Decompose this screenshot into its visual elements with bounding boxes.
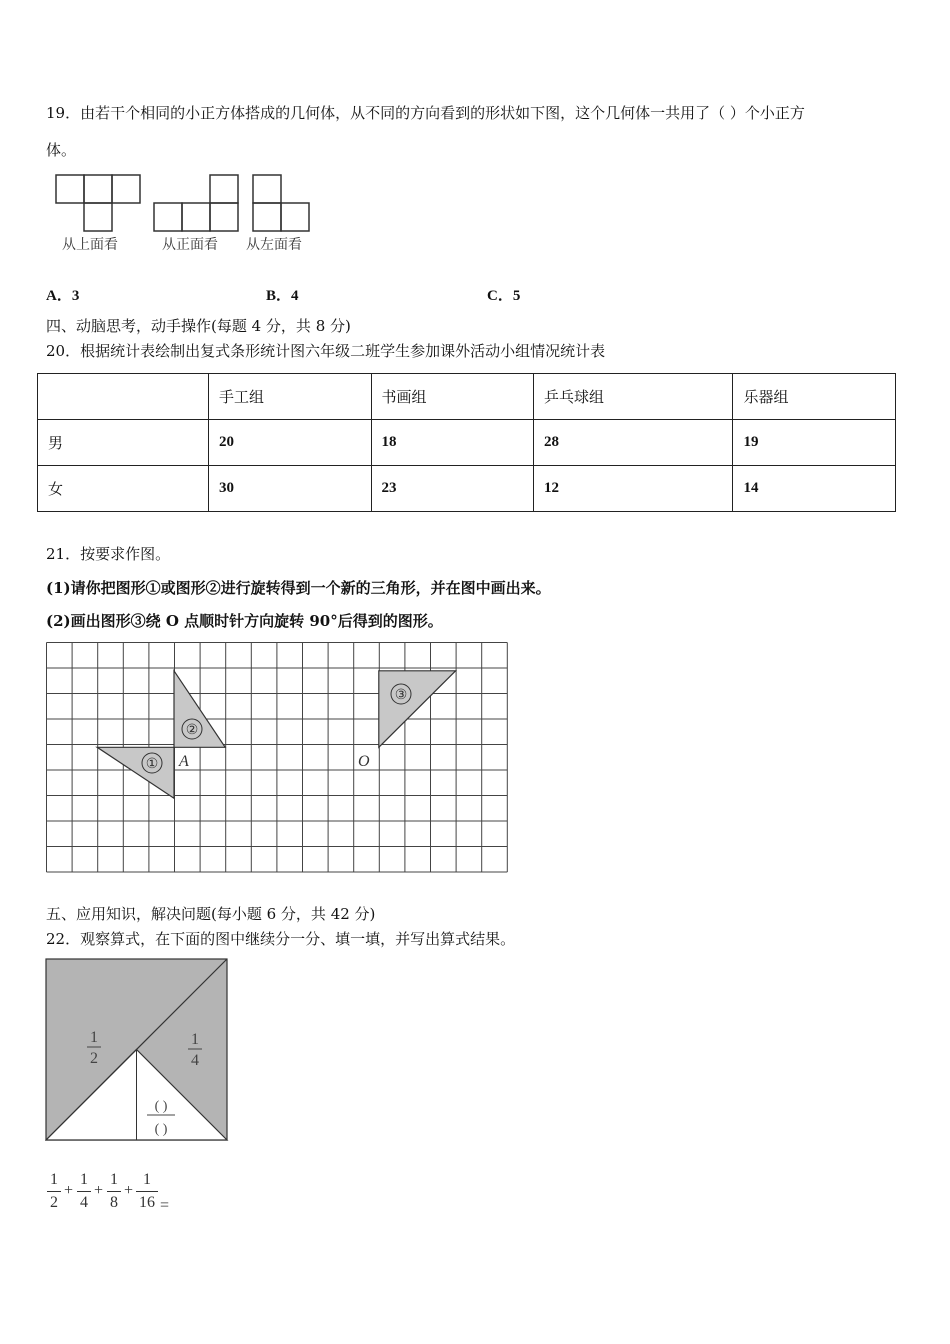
plus-sign: +: [64, 1182, 74, 1199]
denominator: 16: [139, 1194, 155, 1211]
table-row: [38, 466, 896, 512]
triangle-shape-3[interactable]: [379, 671, 456, 748]
table-row: [38, 420, 896, 466]
plus-sign: +: [124, 1182, 134, 1199]
fraction-term-3: [107, 1172, 121, 1211]
option-c[interactable]: C．5: [487, 288, 521, 304]
table-cell: 20: [209, 420, 372, 466]
equals-sign: =: [160, 1197, 170, 1214]
fraction-square[interactable]: [45, 958, 229, 1142]
quarter-denominator: 4: [191, 1052, 199, 1069]
q21-title: 21．按要求作图。: [46, 545, 171, 563]
q19-text-line2: 体。: [46, 141, 77, 159]
triangle-shape-1[interactable]: [97, 747, 174, 798]
table-cell: 12: [534, 466, 733, 512]
blank-denominator[interactable]: ( ): [154, 1122, 168, 1137]
view-label-front: 从正面看: [162, 237, 218, 253]
section5-heading: 五、应用知识，解决问题(每小题 6 分，共 42 分): [46, 905, 376, 923]
denominator: 2: [50, 1194, 58, 1211]
numerator: 1: [50, 1171, 58, 1188]
table-cell: 19: [733, 420, 896, 466]
table-cell: 18: [371, 420, 534, 466]
shape1-label: ①: [145, 757, 159, 772]
numerator: 1: [143, 1171, 151, 1188]
blank-numerator[interactable]: ( ): [154, 1099, 168, 1114]
half-numerator: 1: [90, 1029, 98, 1046]
stats-table: [37, 373, 896, 512]
numerator: 1: [80, 1171, 88, 1188]
table-header-cell: 书画组: [371, 374, 534, 420]
half-denominator: 2: [90, 1050, 98, 1067]
fraction-term-4: [136, 1172, 158, 1211]
table-header-cell: 手工组: [209, 374, 372, 420]
numerator: 1: [110, 1171, 118, 1188]
fraction-term-1: [47, 1172, 61, 1211]
row-label: 男: [38, 420, 209, 466]
option-a[interactable]: A．3: [46, 288, 80, 304]
option-b[interactable]: B．4: [266, 288, 299, 304]
table-header-cell: 乐器组: [733, 374, 896, 420]
q20-title: 20．根据统计表绘制出复式条形统计图六年级二班学生参加课外活动小组情况统计表: [46, 342, 606, 360]
table-cell: 28: [534, 420, 733, 466]
denominator: 8: [110, 1194, 118, 1211]
q21-part2: (2)画出图形③绕 O 点顺时针方向旋转 90°后得到的图形。: [46, 612, 443, 630]
q19-text-line1: 19．由若干个相同的小正方体搭成的几何体，从不同的方向看到的形状如下图，这个几何体一共用了（ ）个小正方: [46, 104, 805, 122]
q21-part1: (1)请你把图形①或图形②进行旋转得到一个新的三角形，并在图中画出来。: [46, 579, 551, 597]
table-header-row: [38, 374, 896, 420]
shape3-label: ③: [394, 688, 408, 703]
shape2-label: ②: [185, 723, 199, 738]
denominator: 4: [80, 1194, 88, 1211]
section4-heading: 四、动脑思考，动手操作(每题 4 分，共 8 分): [46, 317, 351, 335]
point-a-label: A: [179, 753, 189, 770]
table-header-cell: [38, 374, 209, 420]
q22-title: 22．观察算式，在下面的图中继续分一分、填一填，并写出算式结果。: [46, 930, 516, 948]
point-o-label: O: [358, 753, 370, 770]
row-label: 女: [38, 466, 209, 512]
table-cell: 30: [209, 466, 372, 512]
table-cell: 14: [733, 466, 896, 512]
view-label-top: 从上面看: [62, 237, 118, 253]
quarter-numerator: 1: [191, 1031, 199, 1048]
view-label-left: 从左面看: [246, 237, 302, 253]
rotation-grid[interactable]: [46, 642, 508, 876]
table-header-cell: 乒乓球组: [534, 374, 733, 420]
plus-sign: +: [94, 1182, 104, 1199]
table-cell: 23: [371, 466, 534, 512]
fraction-term-2: [77, 1172, 91, 1211]
